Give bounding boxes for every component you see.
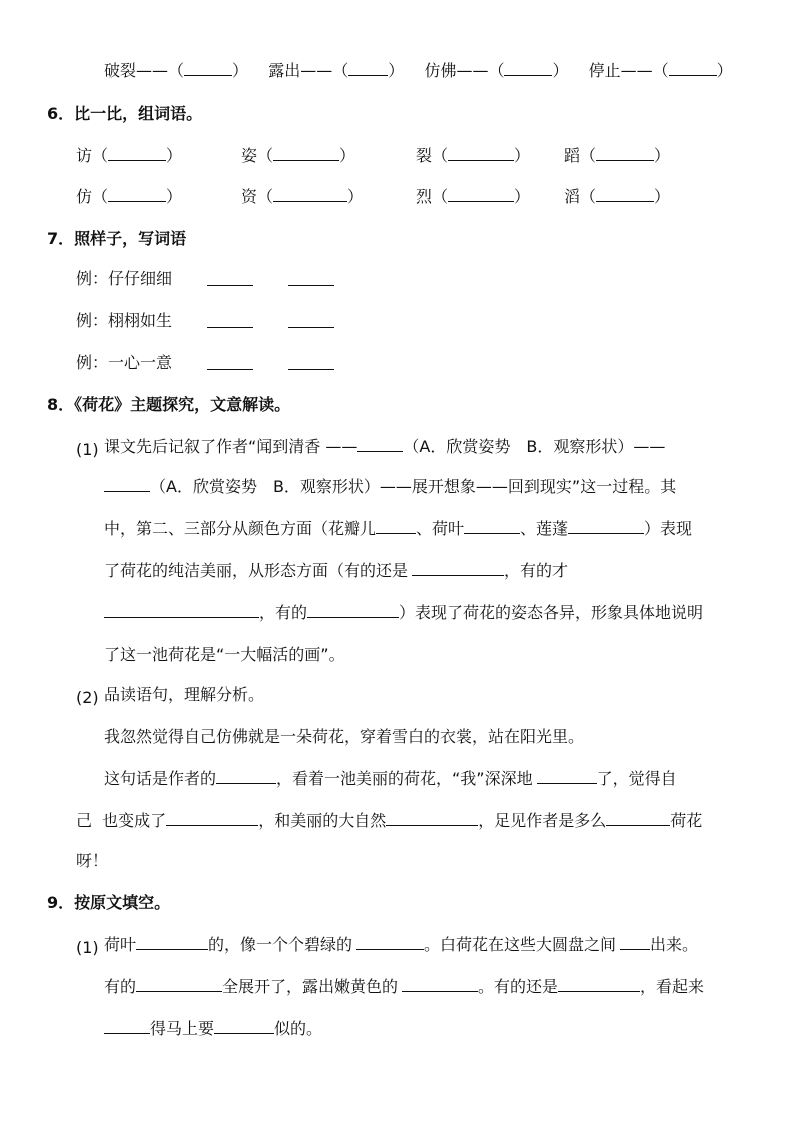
answer-blank[interactable] [386,811,478,826]
q9-line2: 有的 全展开了，露出嫩黄色的 。有的还是 ，看起来 [104,977,705,996]
q7-example-2: 例：栩栩如生 [76,311,173,330]
q6-r1-c1: 访（ ） [76,146,183,165]
answer-blank[interactable] [288,355,334,370]
q8-part1-number: (1) [76,440,99,459]
answer-blank[interactable] [568,519,644,534]
q8-p2-line3: 这句话是作者的 ，看着一池美丽的荷花，“我”深深地 了，觉得自 [104,769,677,788]
answer-blank[interactable] [596,187,654,202]
answer-blank[interactable] [108,187,166,202]
answer-blank[interactable] [273,187,347,202]
answer-blank[interactable] [136,935,208,950]
q6-r1-c4: 蹈（ ） [564,146,671,165]
answer-blank[interactable] [596,146,654,161]
q8-p1-line5: ，有的 ）表现了荷花的姿态各异，形象具体地说明 [104,603,703,623]
answer-blank[interactable] [207,313,253,328]
word-luchu: 露出——（ [268,61,349,80]
answer-blank[interactable] [348,61,388,76]
q9-title: 9．按原文填空。 [47,893,171,912]
q8-title: 8．《荷花》主题探究，文意解读。 [47,395,291,414]
answer-blank[interactable] [184,61,232,76]
q7-example-1: 例：仔仔细细 [76,269,173,288]
q6-r1-c3: 裂（ ） [416,146,531,165]
q8-p2-line1: 品读语句，理解分析。 [104,685,265,704]
top-row: 破裂——（ ） 露出——（ ） 仿佛——（ ） 停止——（ ） [104,61,733,80]
answer-blank[interactable] [166,811,258,826]
word-tingzhi: 停止——（ [588,61,669,80]
answer-blank[interactable] [216,769,276,784]
answer-blank[interactable] [104,477,150,492]
answer-blank[interactable] [104,1019,150,1034]
q6-r2-c1: 仿（ ） [76,187,183,206]
q7-title: 7．照样子，写词语 [47,229,187,248]
q6-r2-c2: 资（ ） [241,187,364,206]
q8-p1-line1: 课文先后记叙了作者“闻到清香 —— （A．欣赏姿势 B．观察形状）—— [104,437,666,456]
answer-blank[interactable] [104,603,259,618]
answer-blank[interactable] [136,977,222,992]
q8-p2-line4: 己 也变成了 ，和美丽的大自然 ，足见作者是多么 荷花 [76,811,703,830]
word-polie: 破裂——（ [104,61,185,80]
answer-blank[interactable] [207,271,253,286]
answer-blank[interactable] [558,977,640,992]
answer-blank[interactable] [448,187,514,202]
answer-blank[interactable] [307,603,399,618]
q8-p2-line5: 呀！ [76,851,109,870]
answer-blank[interactable] [606,811,670,826]
word-fangfu: 仿佛——（ [424,61,505,80]
q6-title: 6．比一比，组词语。 [47,104,203,123]
answer-blank[interactable] [464,519,520,534]
q8-p2-quote: 我忽然觉得自己仿佛就是一朵荷花，穿着雪白的衣裳，站在阳光里。 [104,727,585,746]
answer-blank[interactable] [537,769,597,784]
q9-part1-number: (1) [76,938,99,957]
answer-blank[interactable] [357,437,403,452]
answer-blank[interactable] [376,519,416,534]
q8-p1-line3: 中，第二、三部分从颜色方面（花瓣儿 、荷叶 、莲蓬 ）表现 [104,519,693,538]
answer-blank[interactable] [108,146,166,161]
answer-blank[interactable] [207,355,253,370]
answer-blank[interactable] [273,146,339,161]
q8-p1-line2: （A．欣赏姿势 B．观察形状）——展开想象——回到现实”这一过程。其 [104,477,676,497]
answer-blank[interactable] [214,1019,274,1034]
q8-p1-line6: 了这一池荷花是“一大幅活的画”。 [104,645,345,664]
answer-blank[interactable] [504,61,552,76]
answer-blank[interactable] [412,561,504,576]
q9-line3: 得马上要 似的。 [104,1019,322,1039]
q6-r1-c2: 姿（ ） [241,146,356,165]
answer-blank[interactable] [288,313,334,328]
q9-line1: 荷叶 的，像一个个碧绿的 。白荷花在这些大圆盘之间 出来。 [104,935,699,954]
q8-p1-line4: 了荷花的纯洁美丽，从形态方面（有的还是 ，有的才 [104,561,569,580]
answer-blank[interactable] [620,935,650,950]
answer-blank[interactable] [288,271,334,286]
q6-r2-c4: 滔（ ） [564,187,671,206]
answer-blank[interactable] [356,935,424,950]
answer-blank[interactable] [402,977,478,992]
answer-blank[interactable] [448,146,514,161]
answer-blank[interactable] [669,61,717,76]
q7-example-3: 例：一心一意 [76,353,173,372]
q8-part2-number: (2) [76,688,99,707]
q6-r2-c3: 烈（ ） [416,187,531,206]
